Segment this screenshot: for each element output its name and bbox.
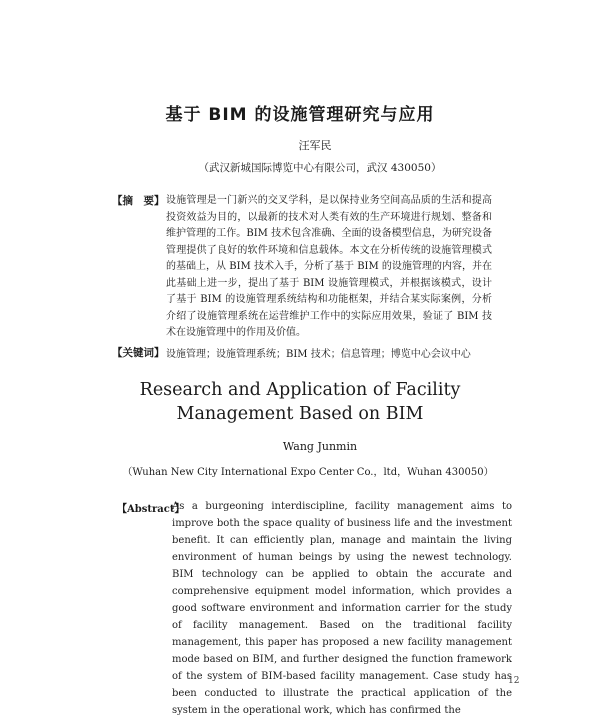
abstract-cn-label: 【摘 要】 bbox=[112, 195, 165, 207]
author-en: Wang Junmin bbox=[282, 440, 358, 453]
abstract-cn-text: 设施管理是一门新兴的交叉学科，是以保持业务空间高品质的生活和提高投资效益为目的，以最新的技术对人类有效的生产环境进行规划、整备和维护管理的工作。BIM 技术包含准确、全面的设备模型信息，为研究设备管理提供了良好的软件环境和信息载体。本文在分析传统的设施管理模式的基础上，从 BIM 技术入手，分析了基于 BIM 的设施管理的内容，并在此基础上进一步，提出了基于 BIM 设施管理模式，并根据该模式，设计了基于 BIM 的设施管理系统结构和功能框架，并结合某实际案例，分析介绍了设施管理系统在运营维护工作中的实际应用效果，验证了 BIM 技术在设施管理中的作用及价值。 bbox=[166, 195, 492, 338]
affiliation-cn: （武汉新城国际博览中心有限公司，武汉 430050） bbox=[198, 162, 442, 174]
page-number: 12 bbox=[508, 676, 520, 686]
author-cn: 汪军民 bbox=[298, 139, 332, 152]
keywords-cn-label: 【关键词】 bbox=[112, 347, 165, 359]
title-cn: 基于 BIM 的设施管理研究与应用 bbox=[165, 105, 435, 125]
title-en bbox=[0, 378, 600, 426]
title-en-line1: Research and Application of Facility bbox=[139, 380, 461, 400]
abstract-en-text: As a burgeoning interdiscipline, facility management aims to improve both the space quality of business life and the investment benefit. It can efficiently plan, manage and maintain the living environment of human beings by using the newest technology. BIM technology can be applied to obtain the accurate and comprehensive equipment model information, which provides a good software environment and information carrier for the study of facility management. Based on the traditional facility management, this paper has proposed a new facility management mode based on BIM, and further designed the function framework of the system of BIM-based facility management. Case study has been conducted to illustrate the practical application of the system in the operational work, which has confirmed the bbox=[172, 501, 512, 716]
abstract-en-label: 【Abstract】 bbox=[117, 504, 185, 515]
affiliation-en: （Wuhan New City International Expo Center Co.，ltd，Wuhan 430050） bbox=[122, 467, 494, 478]
title-en-line2: Management Based on BIM bbox=[176, 404, 424, 424]
keywords-cn-text: 设施管理；设施管理系统；BIM 技术；信息管理；博览中心会议中心 bbox=[166, 349, 471, 360]
